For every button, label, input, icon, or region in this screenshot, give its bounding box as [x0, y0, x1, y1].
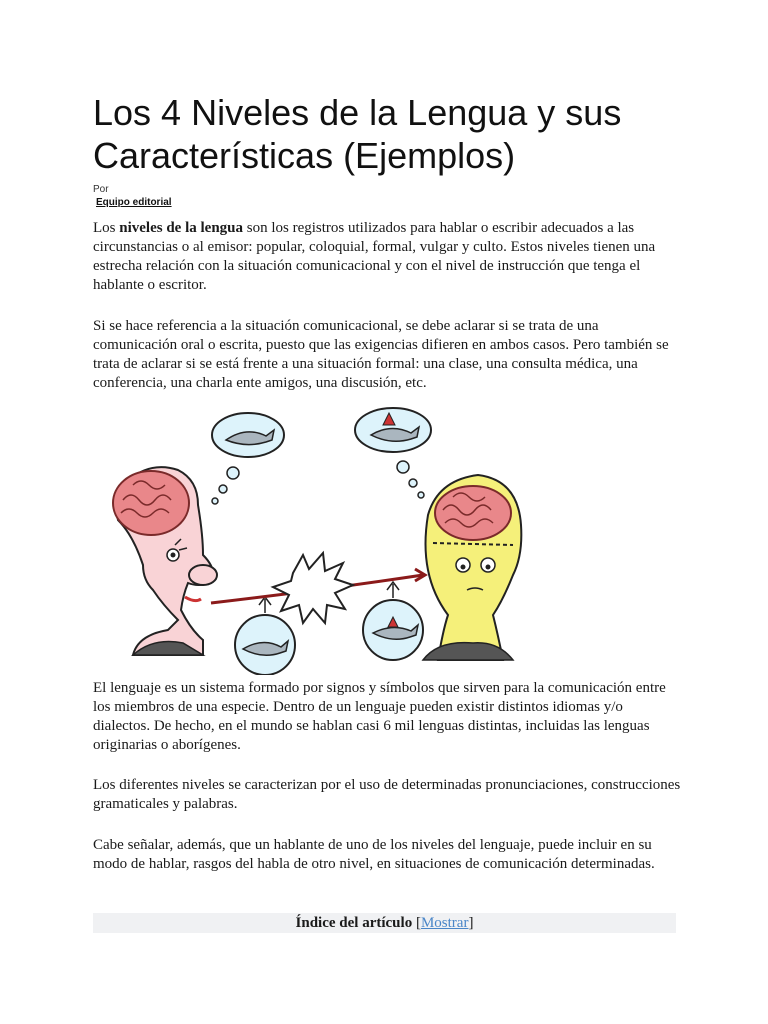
table-of-contents-bar	[93, 913, 676, 933]
left-person-figure	[113, 467, 217, 655]
paragraph-3: El lenguaje es un sistema formado por signos y símbolos que sirven para la comunicación entre los miembros de una especie. Dentro de un lenguaje pueden existir distintos idiomas y/o dialectos. De hecho, en el mundo se hablan casi 6 mil lenguas distintas, incluidas las lenguas originarias o aborígenes.	[93, 680, 666, 753]
toc-open-bracket: [	[415, 915, 421, 931]
bottom-bubble-right	[363, 582, 423, 660]
intro-post: son los registros utilizados para hablar o escribir adecuados a las circunstancias o al emisor: popular, coloquial, formal, vulgar y culto. Estos niveles tienen una estrecha relación con la situación comunicacional y con el nivel de instrucción que tenga el hablante o escritor.	[93, 220, 656, 293]
paragraph-2: Si se hace referencia a la situación comunicacional, se debe aclarar si se trata de una comunicación oral o escrita, puesto que las exigencias difieren en ambos casos. Pero también se trata de aclarar si se está frente a una situación formal: una clase, una consulta médica, una conferencia, una charla ente amigos, una discusión, etc.	[93, 318, 669, 391]
paragraph-5: Cabe señalar, además, que un hablante de uno de los niveles del lenguaje, puede incluir en su modo de hablar, rasgos del habla de otro nivel, en situaciones de comunicación determinadas.	[93, 837, 655, 872]
noise-burst-icon	[273, 553, 353, 623]
intro-pre: Los	[93, 220, 120, 236]
page-title: Los 4 Niveles de la Lengua y sus Características (Ejemplos)	[93, 92, 622, 176]
toc-title: Índice del artículo	[295, 915, 413, 931]
toc-toggle-link[interactable]: Mostrar	[420, 915, 469, 931]
thought-bubble-left	[212, 413, 284, 504]
right-person-figure	[423, 475, 521, 660]
intro-paragraph	[93, 219, 683, 295]
byline-label: Por	[93, 184, 109, 195]
communication-illustration	[93, 405, 523, 675]
author-link[interactable]: Equipo editorial	[96, 197, 172, 208]
paragraph-4: Los diferentes niveles se caracterizan por el uso de determinadas pronunciaciones, construcciones gramaticales y palabras.	[93, 777, 681, 812]
toc-close-bracket: ]	[468, 915, 474, 931]
intro-bold-term: niveles de la lengua	[119, 220, 244, 236]
thought-bubble-right	[355, 408, 431, 498]
